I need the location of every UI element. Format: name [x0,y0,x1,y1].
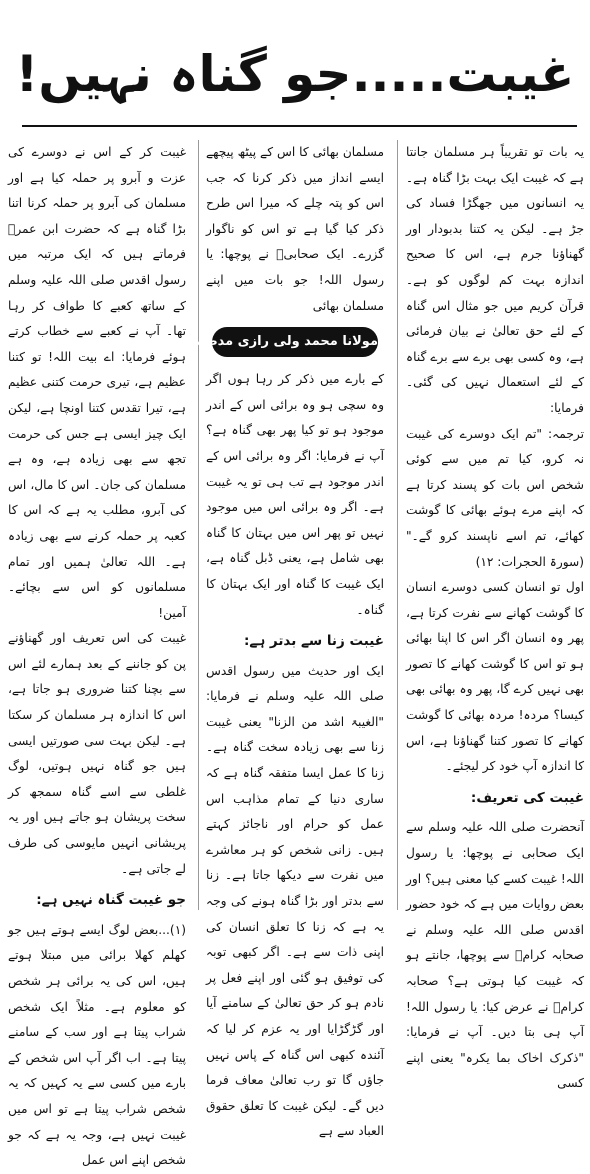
paragraph: مسلمان بھائی کا اس کے پیٹھ پیچھے ایسے انداز میں ذکر کرنا کہ جب اس کو پتہ چلے کہ میرا اس طرح ذکر کیا گیا ہے تو اس کو ناگوار گزرے۔ ایک صحابیؓ نے پوچھا: یا رسول اللہ! جو بات میں اپنے مسلمان بھائی [206,145,384,313]
paragraph: یہ بات تو تقریباً ہر مسلمان جانتا ہے کہ غیبت ایک بہت بڑا گناہ ہے۔ یہ انسانوں میں جھگڑا فساد کی جڑ ہے۔ لیکن یہ کتنا بدبودار اور گھناؤنا جرم ہے، اس کا صحیح اندازہ بہت کم لوگوں کو ہے۔ قرآن کریم میں جو مثال اس گناہ کے لئے حق تعالیٰ نے بیان فرمائی ہے، وہ کسی بھی برے سے برے گناہ کے لئے استعمال نہیں کی گئی۔ فرمایا: [406,145,584,415]
paragraph: آنحضرت صلی اللہ علیہ وسلم سے ایک صحابی نے پوچھا: یا رسول اللہ! غیبت کسے کیا معنی ہیں؟ اور بعض روایات میں ہے کہ خود حضور اقدس صلی اللہ علیہ وسلم نے صحابہ کرامؓ سے پوچھا، جانتے ہو کہ غیبت کیا ہوتی ہے؟ صحابہ کرامؓ نے عرض کیا: یا رسول اللہ! آپ ہی بتا دیں۔ آپ نے فرمایا: "ذکرک اخاک بما یکرہ" یعنی اپنے کسی [406,820,584,1091]
author-banner: مولانا محمد ولی رازی مدظلہ [212,327,378,357]
section-heading: غیبت زنا سے بدتر ہے: [244,633,384,650]
article-title: غیبت.....جو گناہ نہیں! [15,45,575,103]
paragraph: کے بارے میں ذکر کر رہا ہوں اگر وہ سچی ہو وہ برائی اس کے اندر موجود ہو تو کیا پھر بھی گناہ ہے؟ آپ نے فرمایا: اگر وہ برائی اس کے اندر موجود ہے تب ہی تو یہ غیبت ہے۔ اگر وہ برائی اس میں موجود نہیں تو پھر اس میں بہتان کا گناہ بھی شامل ہے، یعنی ڈبل گناہ ہے، ایک غیبت کا گناہ اور ایک بہتان کا گناہ۔ [206,372,384,617]
column-1 [406,140,584,1091]
quran-translation: ترجمہ: "تم ایک دوسرے کی غیبت نہ کرو، کیا تم میں سے کوئی شخص اس بات کو پسند کرتا ہے کہ اپنے مرے ہوئے بھائی کا گوشت کھائے، تم اسے ناپسند کرو گے۔" (سورۃ الحجرات: ۱۲) [406,426,584,569]
section-heading: جو غیبت گناہ نہیں ہے: [36,892,186,909]
paragraph: ایک اور حدیث میں رسول اقدس صلی اللہ علیہ وسلم نے فرمایا: "الغیبۃ اشد من الزنا" یعنی غیبت زنا سے بھی زیادہ سخت گناہ ہے۔ زنا کا عمل ایسا متفقہ گناہ ہے کہ ساری دنیا کے تمام مذاہب اس عمل کو حرام اور ناجائز کہتے ہیں۔ زانی شخص کو ہر معاشرے میں نفرت سے دیکھا جاتا ہے۔ زنا سے بدتر اور بڑا گناہ ہونے کی وجہ یہ ہے کہ زنا کا تعلق انسان کی اپنی ذات سے ہے۔ اگر کبھی توبہ کی توفیق ہو گئی اور اپنے فعل پر نادم ہو کر حق تعالیٰ کے سامنے آیا اور گڑگڑایا اور یہ عزم کر لیا کہ آئندہ کبھی اس گناہ کے پاس نہیں جاؤں گا تو رب تعالیٰ معاف فرما دیں گے۔ لیکن غیبت کا تعلق حقوق العباد سے ہے [206,663,384,1139]
column-divider [198,140,199,910]
title-divider [22,125,577,127]
paragraph: غیبت کر کے اس نے دوسرے کی عزت و آبرو پر حملہ کیا ہے اور مسلمان کی آبرو پر حملہ کرنا اتنا بڑا گناہ ہے کہ حضرت ابن عمرؓ فرماتے ہیں کہ ایک مرتبہ میں رسول اقدس صلی اللہ علیہ وسلم کے ساتھ کعبے کا طواف کر رہا تھا۔ آپ نے کعبے سے خطاب کرتے ہوئے فرمایا: اے بیت اللہ! تو کتنا عظیم ہے، تیری حرمت کتنی عظیم ہے، تیرا تقدس کتنا اونچا ہے، لیکن ایک چیز ایسی ہے جس کی حرمت تجھ سے بھی زیادہ ہے، وہ ہے مسلمان کی جان۔ اس کا مال، اس کی آبرو، مطلب یہ ہے کہ اس کا کعبہ پر حملہ کرنے سے بھی زیادہ ہے۔ اللہ تعالیٰ ہمیں اور تمام مسلمانوں کو اس سے بچائے۔ آمین! [8,145,186,620]
paragraph: (۱)...بعض لوگ ایسے ہوتے ہیں جو کھلم کھلا برائی میں مبتلا ہوتے ہیں، اس کی یہ برائی ہر شخص کو معلوم ہے۔ مثلاً ایک شخص شراب پیتا ہے اور سب کے سامنے پیتا ہے۔ اب اگر آپ اس شخص کے بارے میں کسی سے یہ کہیں کہ یہ شخص شراب پیتا ہے تو اس میں غیبت نہیں ہے، وجہ یہ ہے کہ جو شخص اپنے اس عمل [8,922,186,1168]
paragraph: اول تو انسان کسی دوسرے انسان کا گوشت کھانے سے نفرت کرتا ہے، پھر وہ انسان اگر اس کا اپنا بھائی ہو تو اس کا گوشت کھانے کا تصور بھی نہیں کرے گا، پھر وہ بھائی بھی کیسا؟ مردہ! مردہ بھائی کا گوشت کھانے کا تصور کتنا گھناؤنا ہے، اس کا اندازہ آپ خود کر لیجئے۔ [406,580,584,774]
section-heading: غیبت کی تعریف: [470,789,584,806]
column-2 [192,140,384,1139]
paragraph: غیبت کی اس تعریف اور گھناؤنے پن کو جاننے کے بعد ہمارے لئے اس سے بچنا کتنا ضروری ہو جاتا ہے، اس کا اندازہ ہر مسلمان کر سکتا ہے۔ لیکن بہت سی صورتیں ایسی ہیں جو گناہ نہیں ہوتیں، لوگ غلطی سے اسے گناہ سمجھ کر سخت پریشان ہو جاتے ہیں اور یہ پریشانی انہیں مایوسی کی طرف لے جاتی ہے۔ [8,631,186,876]
column-divider [397,140,398,910]
column-3 [8,140,186,1168]
